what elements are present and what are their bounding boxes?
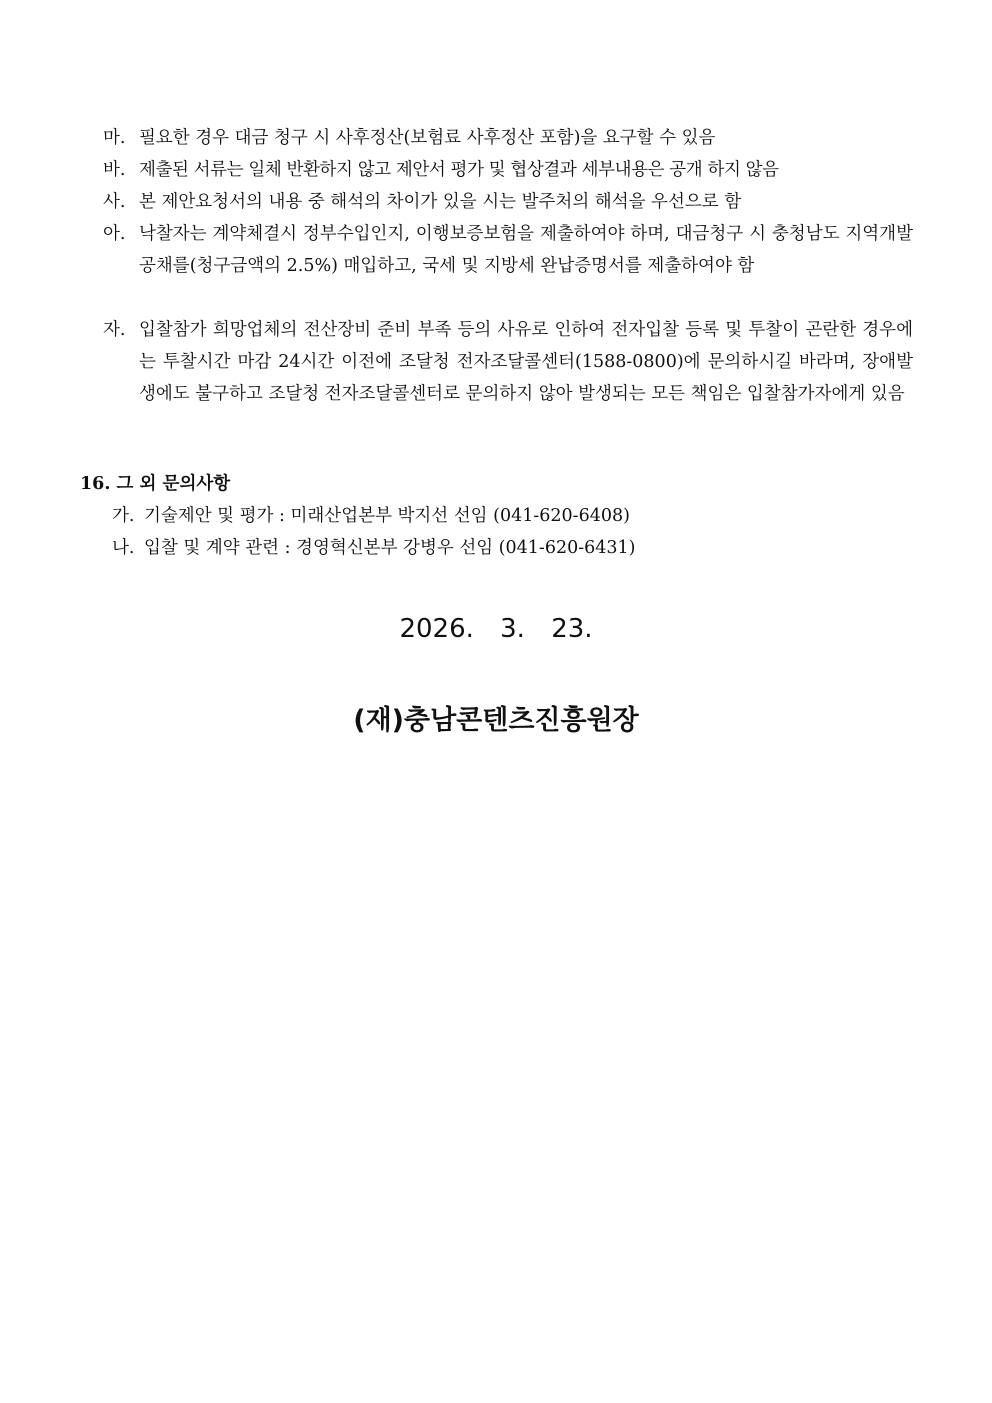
list-item-a	[103, 218, 913, 282]
list-item-sa	[103, 186, 913, 218]
item-text: 입찰참가 희망업체의 전산장비 준비 부족 등의 사유로 인하여 전자입찰 등록 및 투찰이 곤란한 경우에는 투찰시간 마감 24시간 이전에 조달청 전자조달콜센터(1588-0800)에 문의하시길 바라며, 장애발생에도 불구하고 조달청 전자조달콜센터로 문의하지 않아 발생되는 모든 책임은 입찰참가자에게 있음	[139, 320, 913, 404]
item-text: 본 제안요청서의 내용 중 해석의 차이가 있을 시는 발주처의 해석을 우선으로 함	[139, 192, 742, 212]
contact-marker: 가.	[112, 506, 135, 526]
section-16-title: 16. 그 외 문의사항	[80, 474, 231, 494]
item-marker: 자.	[103, 320, 126, 340]
document-date: 2026. 3. 23.	[399, 614, 593, 644]
contact-item-technical	[112, 500, 912, 532]
item-marker: 사.	[103, 192, 126, 212]
item-text: 낙찰자는 계약체결시 정부수입인지, 이행보증보험을 제출하여야 하며, 대금청구 시 충청남도 지역개발공채를(청구금액의 2.5%) 매입하고, 국세 및 지방세 완납증명서를 제출하여야 함	[139, 224, 913, 276]
item-text: 필요한 경우 대금 청구 시 사후정산(보험료 사후정산 포함)을 요구할 수 있음	[139, 128, 716, 148]
item-marker: 아.	[103, 224, 126, 244]
contact-marker: 나.	[112, 538, 135, 558]
item-text: 제출된 서류는 일체 반환하지 않고 제안서 평가 및 협상결과 세부내용은 공개 하지 않음	[139, 160, 779, 180]
list-item-ja	[103, 314, 913, 410]
contact-text: 입찰 및 계약 관련 : 경영혁신본부 강병우 선임 (041-620-6431)	[144, 538, 636, 558]
contact-item-contract	[112, 532, 912, 564]
list-item-ma	[103, 122, 913, 154]
list-item-ba	[103, 154, 913, 186]
issuer-name: (재)충남콘텐츠진흥원장	[353, 705, 639, 736]
contact-text: 기술제안 및 평가 : 미래산업본부 박지선 선임 (041-620-6408)	[144, 506, 630, 526]
item-marker: 바.	[103, 160, 126, 180]
item-marker: 마.	[103, 128, 126, 148]
